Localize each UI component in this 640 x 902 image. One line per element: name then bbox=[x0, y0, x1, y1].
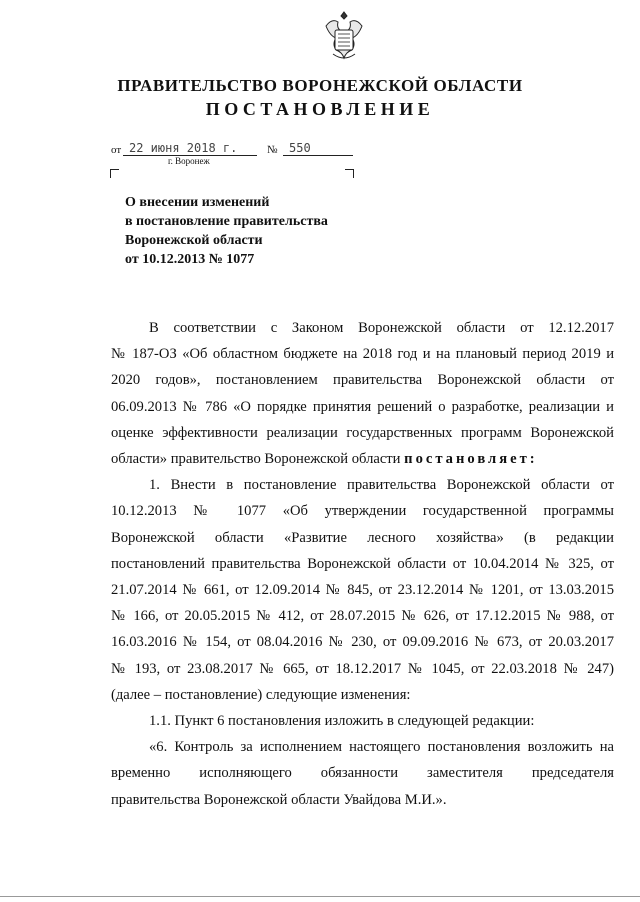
number-value: 550 bbox=[283, 141, 353, 156]
body-line: правительства Воронежской области Увайдова М.И.». bbox=[111, 791, 447, 808]
document-body bbox=[111, 315, 614, 813]
body-line: 1.1. Пункт 6 постановления изложить в следующей редакции: bbox=[149, 713, 535, 730]
body-line: 1. Внести в постановление правительства Воронежской области от bbox=[149, 477, 614, 494]
subject-line: Воронежской области bbox=[125, 233, 263, 248]
body-line-text: области» правительство Воронежской области bbox=[111, 451, 405, 468]
page-bottom-rule bbox=[0, 896, 640, 897]
decree-keyword: постановляет: bbox=[404, 451, 538, 468]
document-subject bbox=[125, 193, 328, 269]
subject-line: О внесении изменений bbox=[125, 195, 270, 210]
coat-of-arms-icon bbox=[321, 10, 367, 62]
corner-mark-left bbox=[110, 169, 119, 178]
body-line: 16.03.2016 № 154, от 08.04.2016 № 230, от 09.09.2016 № 673, от 20.03.2017 bbox=[111, 634, 614, 651]
document-type-title: ПОСТАНОВЛЕНИЕ bbox=[205, 99, 435, 119]
subject-line: в постановление правительства bbox=[125, 214, 328, 229]
registration-line bbox=[111, 138, 371, 158]
body-line: постановлений правительства Воронежской области от 10.04.2014 № 325, от bbox=[111, 555, 614, 572]
body-line: временно исполняющего обязанности заместителя председателя bbox=[111, 765, 614, 782]
body-line: 2020 годов», постановлением правительства Воронежской области от bbox=[111, 372, 614, 389]
date-value: 22 июня 2018 г. bbox=[123, 141, 257, 156]
subject-line: от 10.12.2013 № 1077 bbox=[125, 252, 255, 267]
date-prefix-label: от bbox=[111, 144, 122, 156]
body-line: № 187-ОЗ «Об областном бюджете на 2018 год и на плановый период 2019 и bbox=[111, 346, 614, 363]
body-line: оценке эффективности реализации государственных программ Воронежской bbox=[111, 424, 614, 441]
body-line: № 193, от 23.08.2017 № 665, от 18.12.2017 № 1045, от 22.03.2018 № 247) bbox=[111, 660, 614, 677]
number-label: № bbox=[267, 144, 278, 156]
corner-mark-right bbox=[345, 169, 354, 178]
body-line: В соответствии с Законом Воронежской области от 12.12.2017 bbox=[149, 320, 614, 336]
body-line: «6. Контроль за исполнением настоящего постановления возложить на bbox=[149, 739, 614, 756]
body-line: Воронежской области «Развитие лесного хозяйства» (в редакции bbox=[111, 529, 614, 546]
body-line: 21.07.2014 № 661, от 12.09.2014 № 845, от 23.12.2014 № 1201, от 13.03.2015 bbox=[111, 582, 614, 599]
body-line: (далее – постановление) следующие изменения: bbox=[111, 686, 411, 703]
body-line bbox=[111, 446, 614, 472]
body-line: 06.09.2013 № 786 «О порядке принятия решений о разработке, реализации и bbox=[111, 398, 614, 415]
body-line: 10.12.2013 № 1077 «Об утверждении государственной программы bbox=[111, 503, 614, 520]
city-label: г. Воронеж bbox=[168, 156, 210, 166]
organization-title: ПРАВИТЕЛЬСТВО ВОРОНЕЖСКОЙ ОБЛАСТИ bbox=[117, 76, 523, 95]
body-line: № 166, от 20.05.2015 № 412, от 28.07.2015 № 626, от 17.12.2015 № 988, от bbox=[111, 608, 614, 625]
